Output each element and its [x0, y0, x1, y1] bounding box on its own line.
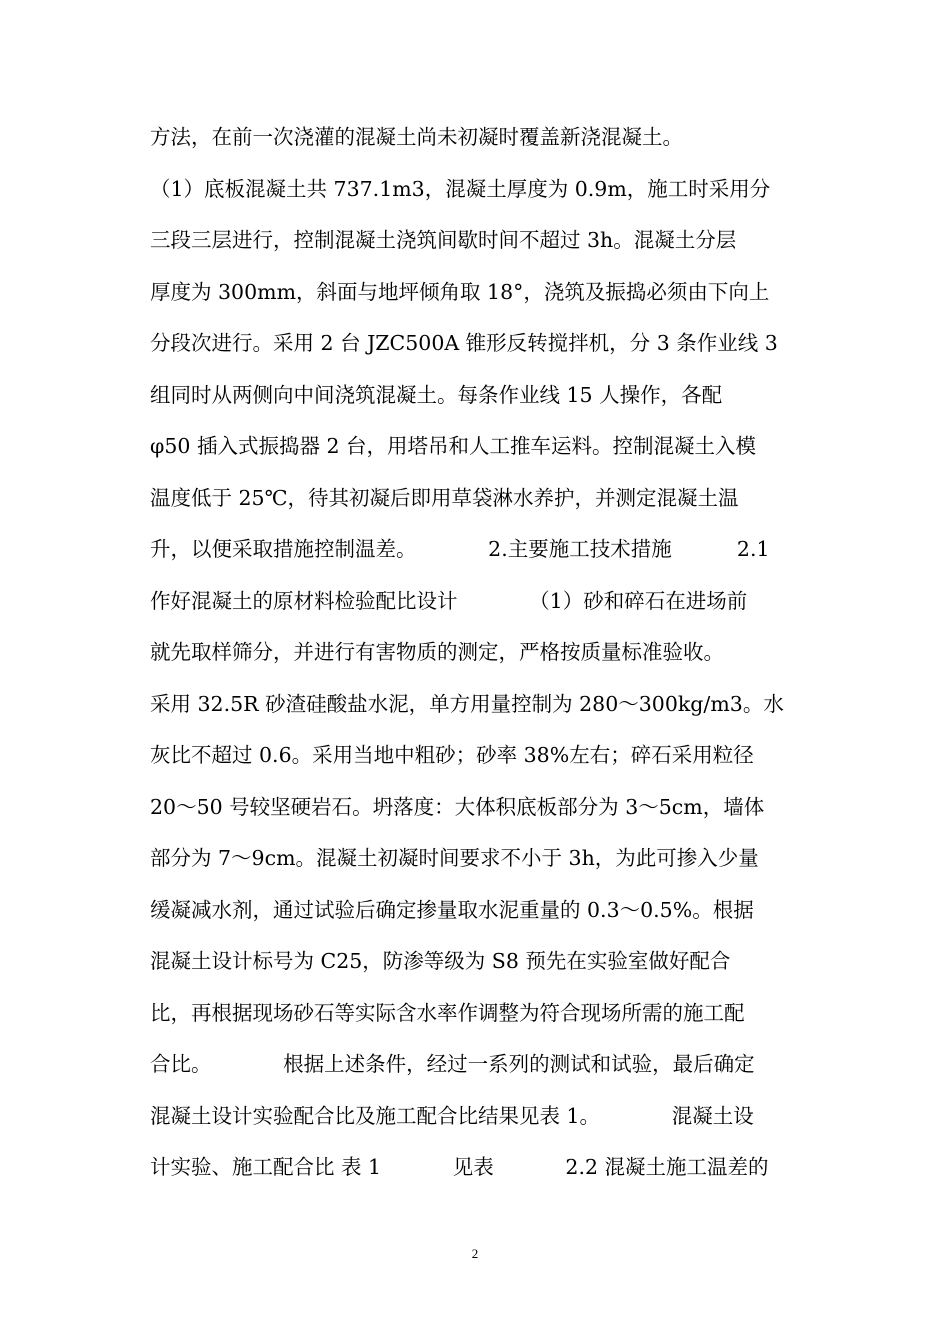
- text-line: 就先取样筛分，并进行有害物质的测定，严格按质量标准验收。: [150, 640, 724, 664]
- text-line: 升，以便采取措施控制温差。 2.主要施工技术措施 2.1: [150, 537, 770, 561]
- text-line: 合比。 根据上述条件，经过一系列的测试和试验，最后确定: [150, 1052, 755, 1076]
- text-line: 混凝土设计实验配合比及施工配合比结果见表 1。 混凝土设: [150, 1103, 754, 1128]
- body-text: [150, 112, 810, 1194]
- text-line: 20～50 号较坚硬岩石。坍落度：大体积底板部分为 3～5cm，墙体: [150, 794, 765, 819]
- text-line: 缓凝减水剂，通过试验后确定掺量取水泥重量的 0.3～0.5%。根据: [150, 897, 754, 922]
- text-line: 作好混凝土的原材料检验配比设计 （1）砂和碎石在进场前: [150, 588, 748, 613]
- text-line: 分段次进行。采用 2 台 JZC500A 锥形反转搅拌机，分 3 条作业线 3: [150, 331, 778, 355]
- text-line: （1）底板混凝土共 737.1m3，混凝土厚度为 0.9m，施工时采用分: [150, 176, 771, 201]
- text-line: 温度低于 25℃，待其初凝后即用草袋淋水养护，并测定混凝土温: [150, 485, 739, 510]
- text-line: φ50 插入式振捣器 2 台，用塔吊和人工推车运料。控制混凝土入模: [150, 434, 757, 458]
- text-line: 比，再根据现场砂石等实际含水率作调整为符合现场所需的施工配: [150, 1000, 745, 1025]
- text-line: 部分为 7～9cm。混凝土初凝时间要求不小于 3h，为此可掺入少量: [150, 846, 759, 870]
- text-line: 厚度为 300mm，斜面与地坪倾角取 18°，浇筑及振捣必须由下向上: [150, 279, 770, 304]
- text-line: 组同时从两侧向中间浇筑混凝土。每条作业线 15 人操作，各配: [150, 382, 723, 407]
- text-line: 混凝土设计标号为 C25，防渗等级为 S8 预先在实验室做好配合: [150, 949, 731, 973]
- text-line: 方法，在前一次浇灌的混凝土尚未初凝时覆盖新浇混凝土。: [150, 125, 683, 149]
- page-number: 2: [471, 1246, 479, 1261]
- text-line: 计实验、施工配合比 表 1 见表 2.2 混凝土施工温差的: [150, 1155, 769, 1179]
- text-line: 采用 32.5R 砂渣硅酸盐水泥，单方用量控制为 280～300kg/m3。水: [150, 691, 784, 716]
- text-line: 灰比不超过 0.6。采用当地中粗砂；砂率 38%左右；碎石采用粒径: [150, 743, 754, 767]
- text-line: 三段三层进行，控制混凝土浇筑间歇时间不超过 3h。混凝土分层: [150, 228, 737, 252]
